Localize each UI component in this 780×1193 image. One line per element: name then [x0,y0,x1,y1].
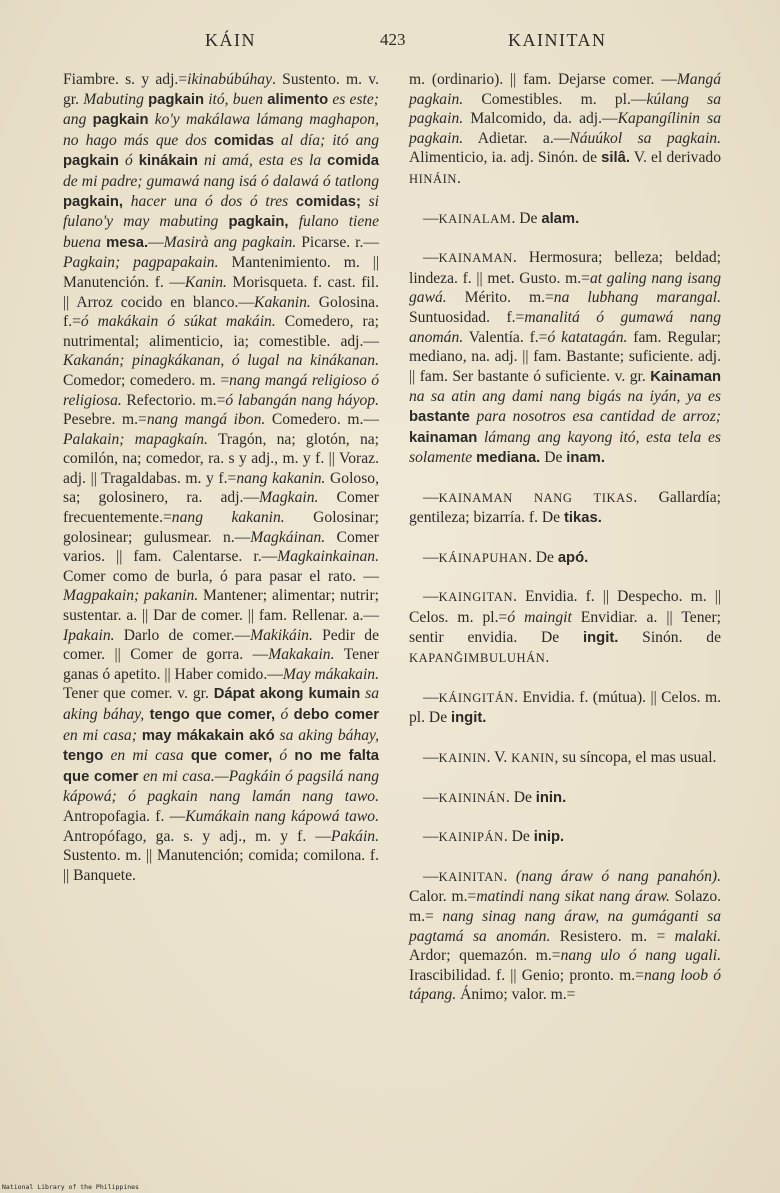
page-number: 423 [380,30,406,49]
page-header [0,30,780,54]
dictionary-entry: —KÁINGITÁN. Envidia. f. (mútua). || Celos. m. pl. De ingit. [409,688,721,727]
header-right-guideword: KAINITAN [508,30,607,50]
dictionary-entry: —KÁINAPUHAN. De apó. [423,548,589,566]
right-column [409,70,721,1005]
dictionary-entry: —KAINAMAN NANG TIKAS. Gallardía; gentileza; bizarría. f. De tikas. [409,488,721,527]
dictionary-entry: —KAINAMAN. Hermosura; belleza; beldad; lindeza. f. || met. Gusto. m.=at galing nang isang gawá. Mérito. m.=na lubhang marangal. Suntuosidad. f.=manalitá ó gumawá nang anomán. Valentía. f.=ó katatagán. fam. Regular; mediano, na. adj. || fam. Bastante; suficiente. adj. || fam. Ser bastante ó suficiente. v. gr. Kainaman na sa atin ang dami nang bigás na iyán, ya es bastante para nosotros esa cantidad de arroz; kainaman lámang ang kayong itó, esta tela es solamente mediana. De inam. [409,249,721,467]
dictionary-entry: —KAININ. V. KANIN, su síncopa, el mas usual. [423,749,717,767]
entry-gap [409,729,721,748]
entry-gap [409,808,721,827]
dictionary-entry: —KAINALAM. De alam. [423,209,580,227]
entry-gap [409,769,721,788]
entry-gap [409,848,721,867]
dictionary-entry: Fiambre. s. y adj.=ikinabúbúhay. Sustento. m. v. gr. Mabuting pagkain itó, buen alimento es este; ang pagkain ko'y makálawa lámang maghapon, no hago más que dos comidas al día; itó ang pagkain ó kinákain ni amá, esta es la comida de mi padre; gumawá nang isá ó dalawá ó tatlong pagkain, hacer una ó dos ó tres comidas; si fulano'y may mabuting pagkain, fulano tiene buena mesa.—Masirà ang pagkain. Picarse. r.—Pagkain; pagpapakain. Mantenimiento. m. || Manutención. f. —Kanin. Morisqueta. f. cast. fil. || Arroz cocido en blanco.—Kakanin. Golosina. f.=ó makákain ó súkat makáin. Comedero, ra; nutrimental; alimenticio, ia; comestible. adj.—Kakanán; pinagkákanan, ó lugal na kinákanan. Comedor; comedero. m. =nang mangá religioso ó religiosa. Refectorio. m.=ó labangán nang háyop. Pesebre. m.=nang mangá ibon. Comedero. m.—Palakain; mapagkaín. Tragón, na; glotón, na; comilón, na; comedor, ra. s y adj., m. y f. || Voraz. adj. || Tragaldabas. m. y f.=nang kakanin. Goloso, sa; golosinero, ra. adj.—Magkain. Comer frecuentemente.=nang kakanin. Golosinar; golosinear; gulusmear. n.—Magkáinan. Comer varios. || fam. Calentarse. r.—Magkainkainan. Comer como de burla, ó para pasar el rato. —Magpakain; pakanin. Mantener; alimentar; nutrir; sustentar. a. || Dar de comer. || fam. Rellenar. a.—Ipakain. Darlo de comer.—Makikáin. Pedir de comer. || Comer de gorra. —Makakain. Tener ganas ó apetito. || Haber comido.—May mákakain. Tener que comer. v. gr. Dápat akong kumain sa aking báhay, tengo que comer, ó debo comer en mi casa; may mákakain akó sa aking báhay, tengo en mi casa que comer, ó no me falta que comer en mi casa.—Pagkáin ó pagsilá nang kápowá; ó pagkain nang lamán nang tawo. Antropofagia. f. —Kumákain nang kápowá tawo. Antropófago, ga. s. y adj., m. y f. —Pakáin. Sustento. m. || Manutención; comida; comilona. f. || Banquete. [63,71,380,884]
entry-gap [409,190,721,209]
left-column [63,70,379,885]
header-left-guideword: KÁIN [205,30,256,50]
entry-gap [409,529,721,548]
dictionary-entry: —KAININÁN. De inin. [423,788,567,806]
entry-gap [409,469,721,488]
entry-gap [409,568,721,587]
entry-gap [409,229,721,248]
dictionary-entry: —KAINITAN. (nang áraw ó nang panahón). Calor. m.=matindi nang sikat nang áraw. Solazo. m.= nang sinag nang áraw, na gumáganti sa pagtamá sa anomán. Resistero. m. = malaki. Ardor; quemazón. m.=nang ulo ó nang ugali. Irascibilidad. f. || Genio; pronto. m.=nang loob ó tápang. Ánimo; valor. m.= [409,867,722,1004]
library-credit: National Library of the Philippines [2,1183,139,1191]
dictionary-entry: m. (ordinario). || fam. Dejarse comer. —Mangá pagkain. Comestibles. m. pl.—kúlang sa pagkain. Malcomido, da. adj.—Kapangílinin sa pagkain. Adietar. a.—Náuúkol sa pagkain. Alimenticio, ia. adj. Sinón. de silâ. V. el derivado HINÁIN. [409,71,721,187]
dictionary-entry: —KAINGITAN. Envidia. f. || Despecho. m. || Celos. m. pl.=ó maingit Envidiar. a. || Tener; sentir envidia. De ingit. Sinón. de KAPANĞIMBULUHÁN. [409,588,721,667]
entry-gap [409,669,721,688]
dictionary-entry: —KAINIPÁN. De inip. [423,828,565,846]
